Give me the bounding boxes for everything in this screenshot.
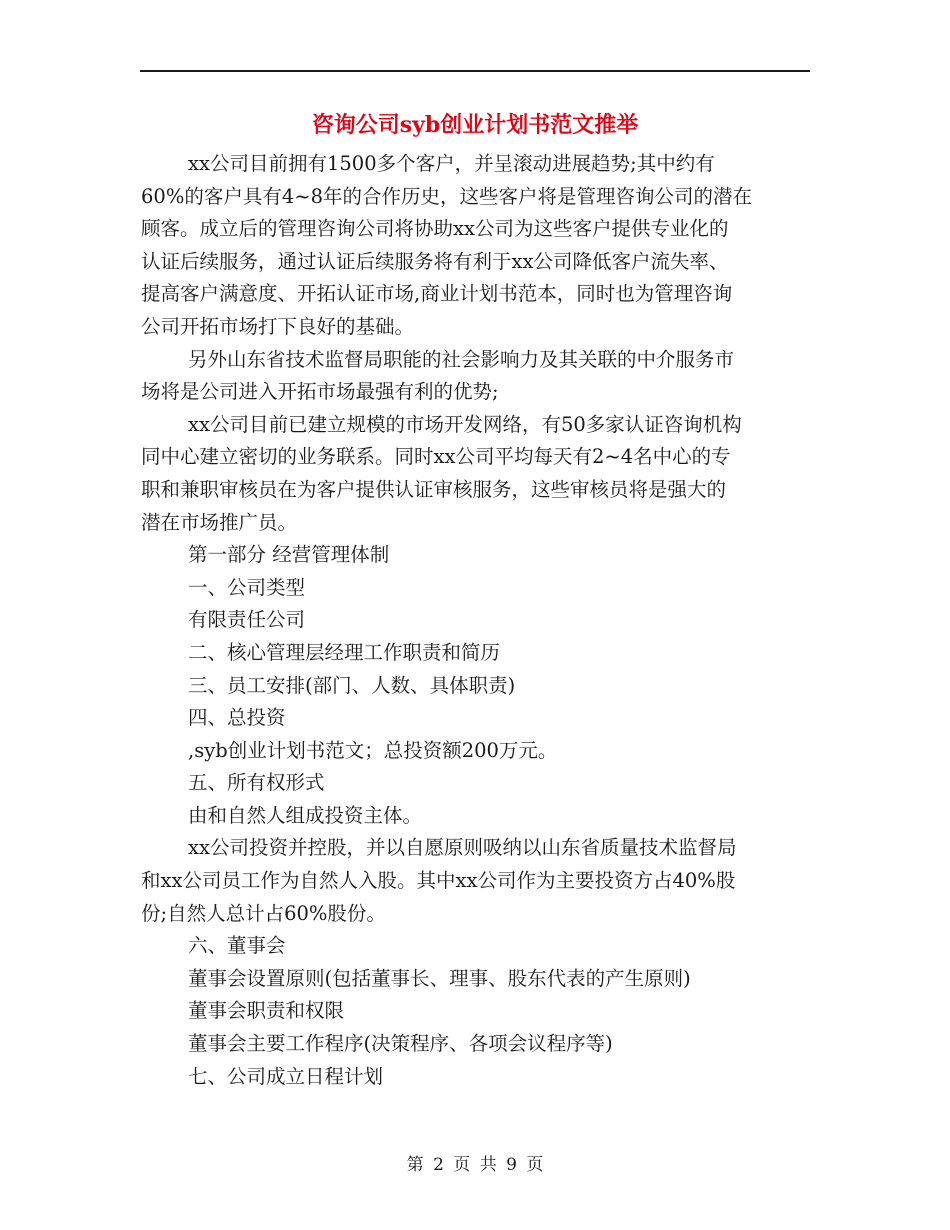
text-line: xx公司目前拥有1500多个客户，并呈滚动进展趋势;其中约有	[188, 152, 715, 175]
text-line: 第一部分 经营管理体制	[188, 543, 390, 567]
text-line: 三、员工安排(部门、人数、具体职责)	[188, 673, 516, 697]
text-line: 四、总投资	[188, 706, 286, 730]
document-title: 咨询公司syb创业计划书范文推举	[311, 112, 639, 138]
header-rule	[140, 70, 810, 72]
text-line: 二、核心管理层经理工作职责和简历	[188, 640, 501, 664]
text-line: ,syb创业计划书范文；总投资额200万元。	[188, 738, 558, 762]
text-line: 有限责任公司	[188, 608, 306, 632]
text-line: 公司开拓市场打下良好的基础。	[141, 314, 415, 338]
text-line: 认证后续服务，通过认证后续服务将有利于xx公司降低客户流失率、	[141, 249, 729, 273]
text-line: 提高客户满意度、开拓认证市场,商业计划书范本，同时也为管理咨询	[141, 282, 733, 306]
text-line: 六、董事会	[188, 934, 286, 958]
text-line: xx公司投资并控股，并以自愿原则吸纳以山东省质量技术监督局	[188, 836, 737, 860]
text-line: 潜在市场推广员。	[141, 510, 298, 534]
page-footer: 第 2 页 共 9 页	[406, 1155, 544, 1175]
text-line: 60%的客户具有4~8年的合作历史，这些客户将是管理咨询公司的潜在	[141, 184, 752, 208]
text-line: 由和自然人组成投资主体。	[188, 803, 423, 827]
text-line: 职和兼职审核员在为客户提供认证审核服务，这些审核员将是强大的	[141, 477, 727, 501]
text-line: 五、所有权形式	[188, 771, 325, 795]
text-line: 一、公司类型	[188, 575, 306, 599]
text-line: xx公司目前已建立规模的市场开发网络，有50多家认证咨询机构	[188, 412, 742, 436]
text-line: 和xx公司员工作为自然人入股。其中xx公司作为主要投资方占40%股	[141, 869, 736, 893]
document-body	[141, 148, 811, 1093]
text-line: 董事会主要工作程序(决策程序、各项会议程序等)	[188, 1032, 613, 1056]
text-line: 顾客。成立后的管理咨询公司将协助xx公司为这些客户提供专业化的	[141, 217, 729, 241]
text-line: 董事会职责和权限	[188, 999, 345, 1023]
text-line: 七、公司成立日程计划	[188, 1064, 384, 1088]
text-line: 同中心建立密切的业务联系。同时xx公司平均每天有2~4名中心的专	[141, 445, 731, 469]
text-line: 份;自然人总计占60%股份。	[141, 901, 386, 925]
text-line: 董事会设置原则(包括董事长、理事、股东代表的产生原则)	[188, 966, 691, 990]
text-line: 另外山东省技术监督局职能的社会影响力及其关联的中介服务市	[188, 347, 735, 371]
text-line: 场将是公司进入开拓市场最强有利的优势;	[141, 380, 499, 404]
